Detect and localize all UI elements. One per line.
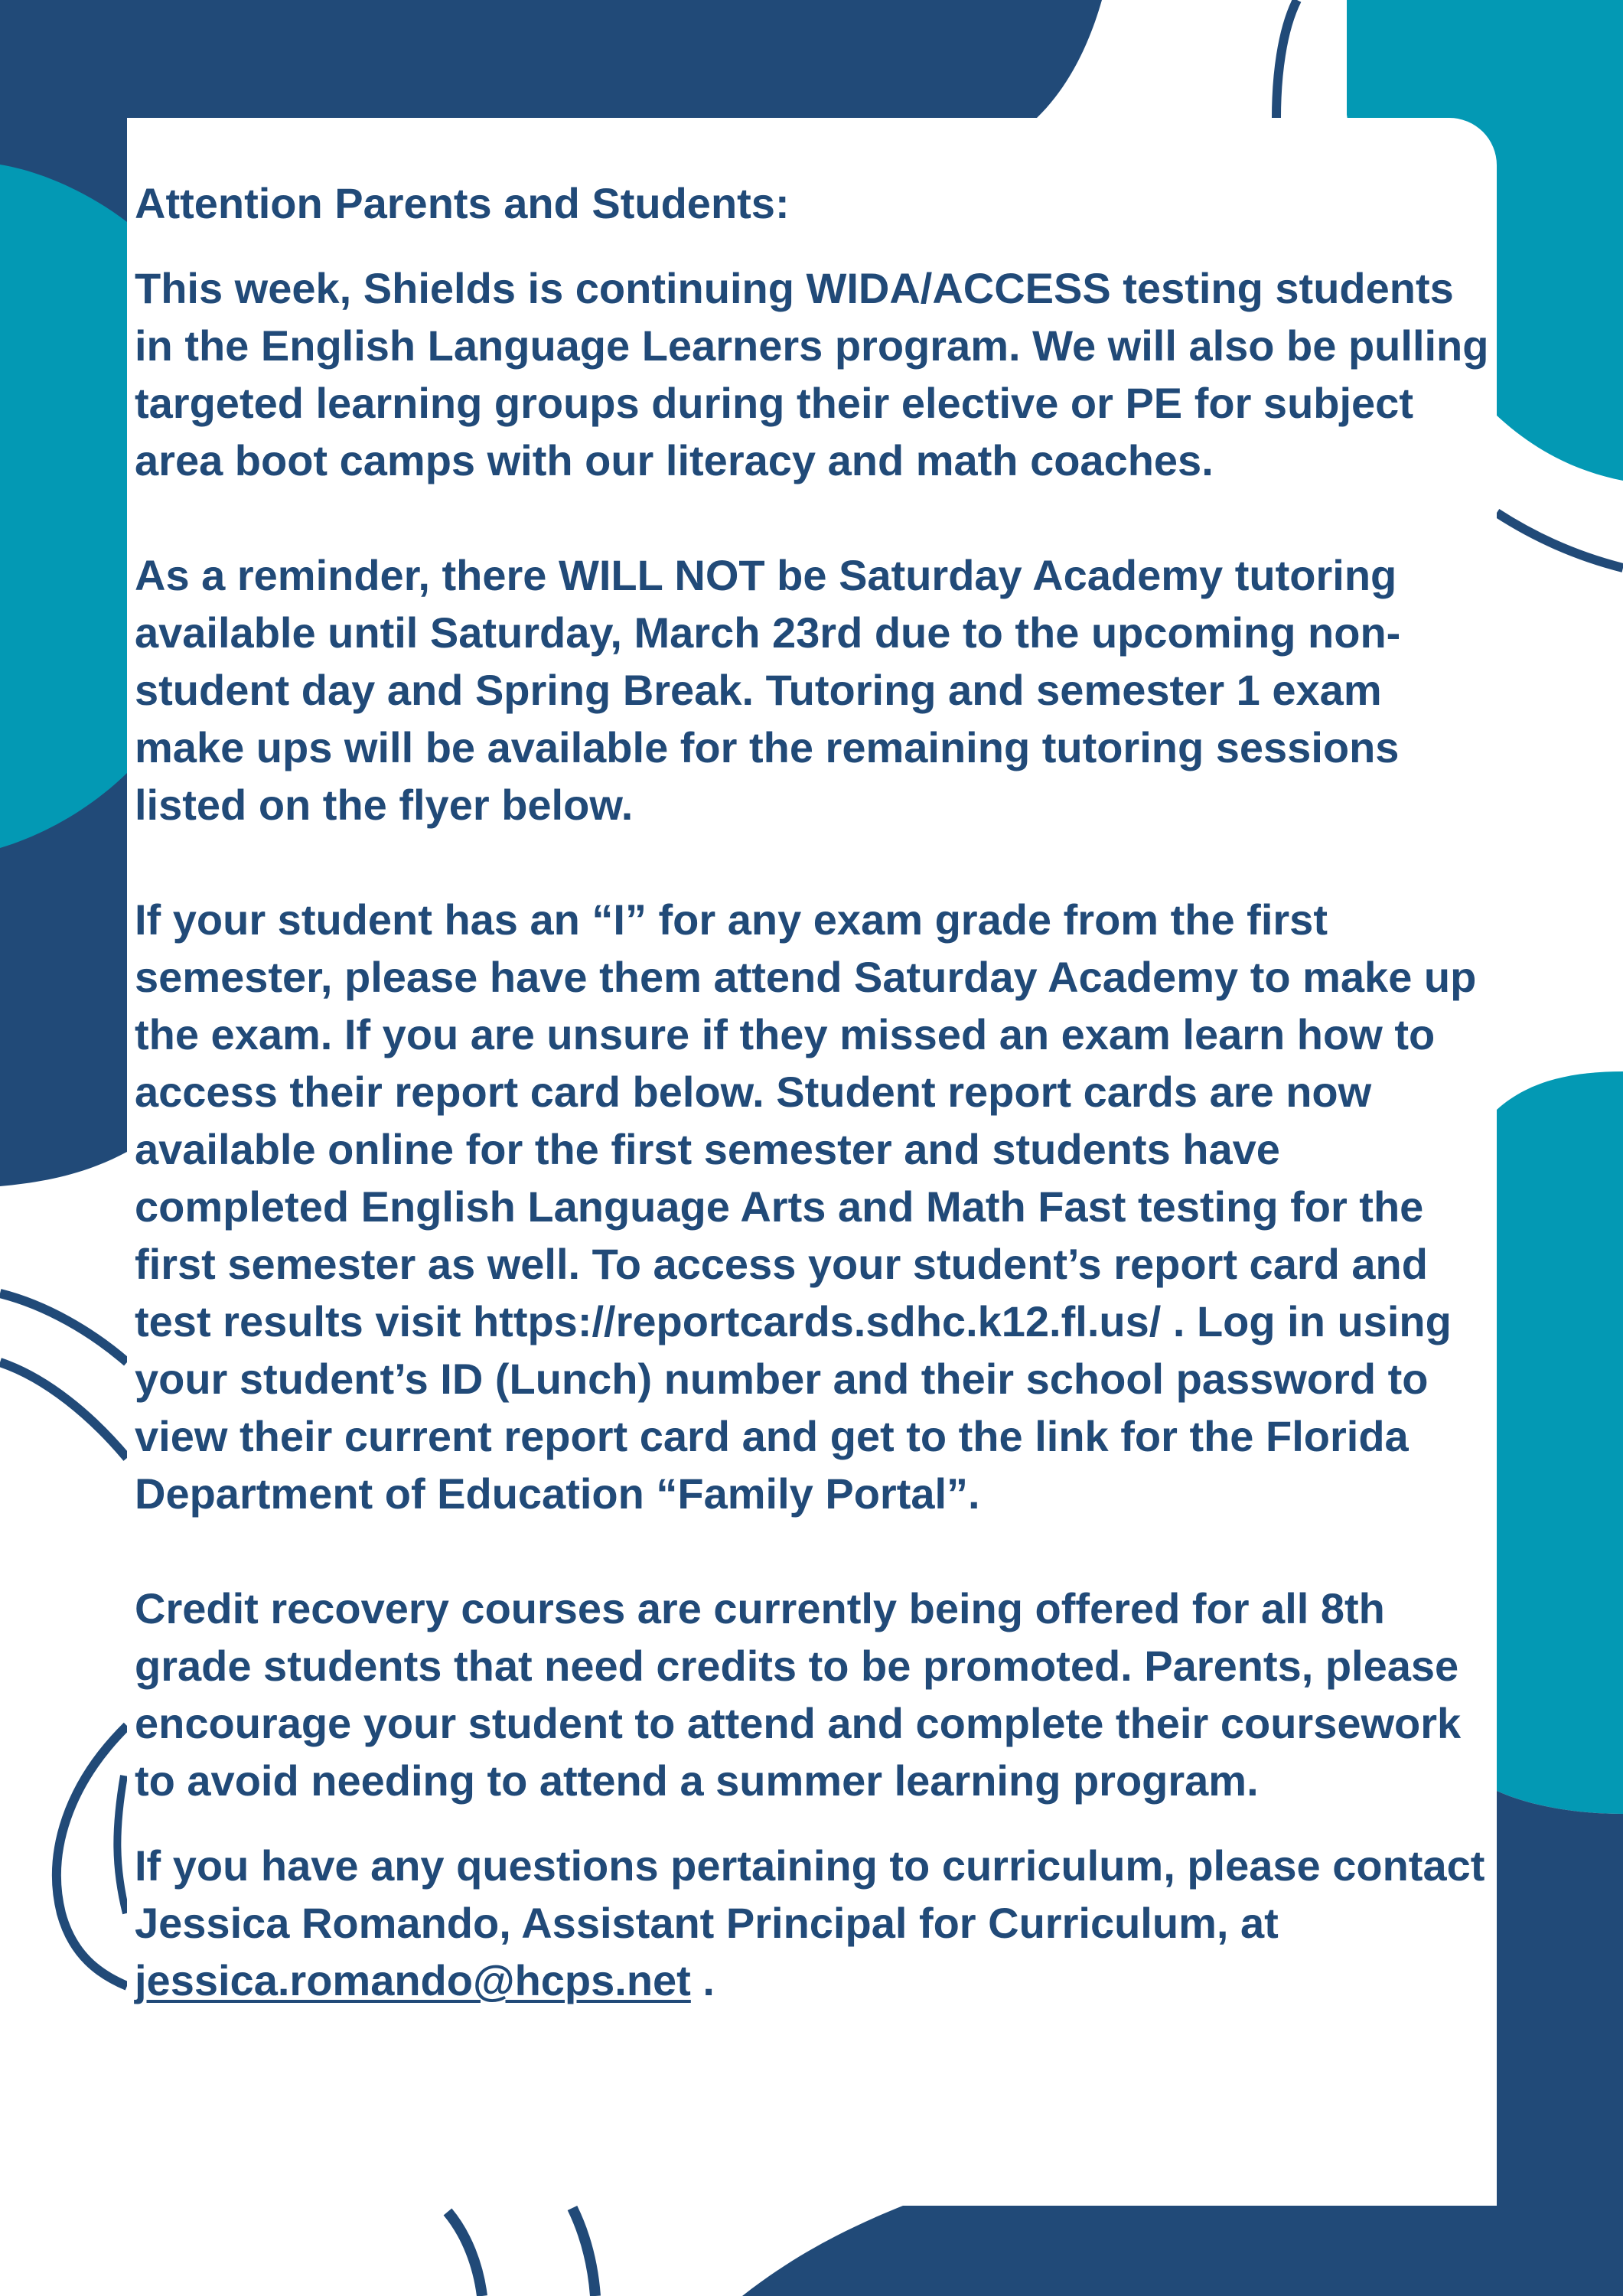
teal-blob-left <box>0 165 127 848</box>
contact-suffix: . <box>690 1956 715 2004</box>
arc-line-bottom-1 <box>448 2212 482 2296</box>
paragraph-wida-testing: This week, Shields is continuing WIDA/ACCESS testing students in the English Language Learners program. We will also be pulling targeted learning groups during their elective or PE for subject area boot camps with our literacy and math coaches. <box>135 264 1489 484</box>
teal-blob-right <box>1497 1071 1623 1814</box>
arc-line-left-1 <box>0 1293 127 1362</box>
contact-text: If you have any questions pertaining to curriculum, please contact Jessica Romando, Assistant Principal for Curriculum, at <box>135 1841 1485 1947</box>
arc-line-left-2 <box>0 1362 127 1458</box>
arc-line-right <box>1497 513 1623 568</box>
arc-line-bottom-2 <box>572 2208 595 2296</box>
notice-content <box>135 174 1497 2009</box>
arc-line-top-right <box>1276 0 1297 118</box>
arc-line-left-4 <box>117 1776 126 1913</box>
paragraph-report-cards: If your student has an “I” for any exam grade from the first semester, please have them attend Saturday Academy to make up the exam. If you are unsure if they missed an exam learn how to access their report card below. Student report cards are now available online for the first semester and students have completed English Language Arts and Math Fast testing for the first semester as well. To access your student’s report card and test results visit https://reportcards.sdhc.k12.fl.us/ . Log in using your student’s ID (Lunch) number and their school password to view their current report card and get to the link for the Florida Department of Education “Family Portal”. <box>135 895 1477 1518</box>
notice-heading: Attention Parents and Students: <box>135 179 790 227</box>
paragraph-saturday-academy: As a reminder, there WILL NOT be Saturday Academy tutoring available until Saturday, March 23rd due to the upcoming non-student day and Spring Break. Tutoring and semester 1 exam make ups will be available for the remaining tutoring sessions listed on the flyer below. <box>135 551 1401 829</box>
paragraph-contact <box>135 1837 1497 2009</box>
contact-email-link[interactable]: jessica.romando@hcps.net <box>135 1956 691 2004</box>
paragraph-credit-recovery: Credit recovery courses are currently being offered for all 8th grade students that need credits to be promoted. Parents, please encourage your student to attend and complete their coursework to avoid needing to attend a summer learning program. <box>135 1584 1462 1805</box>
navy-blob-top-left <box>0 0 1102 118</box>
